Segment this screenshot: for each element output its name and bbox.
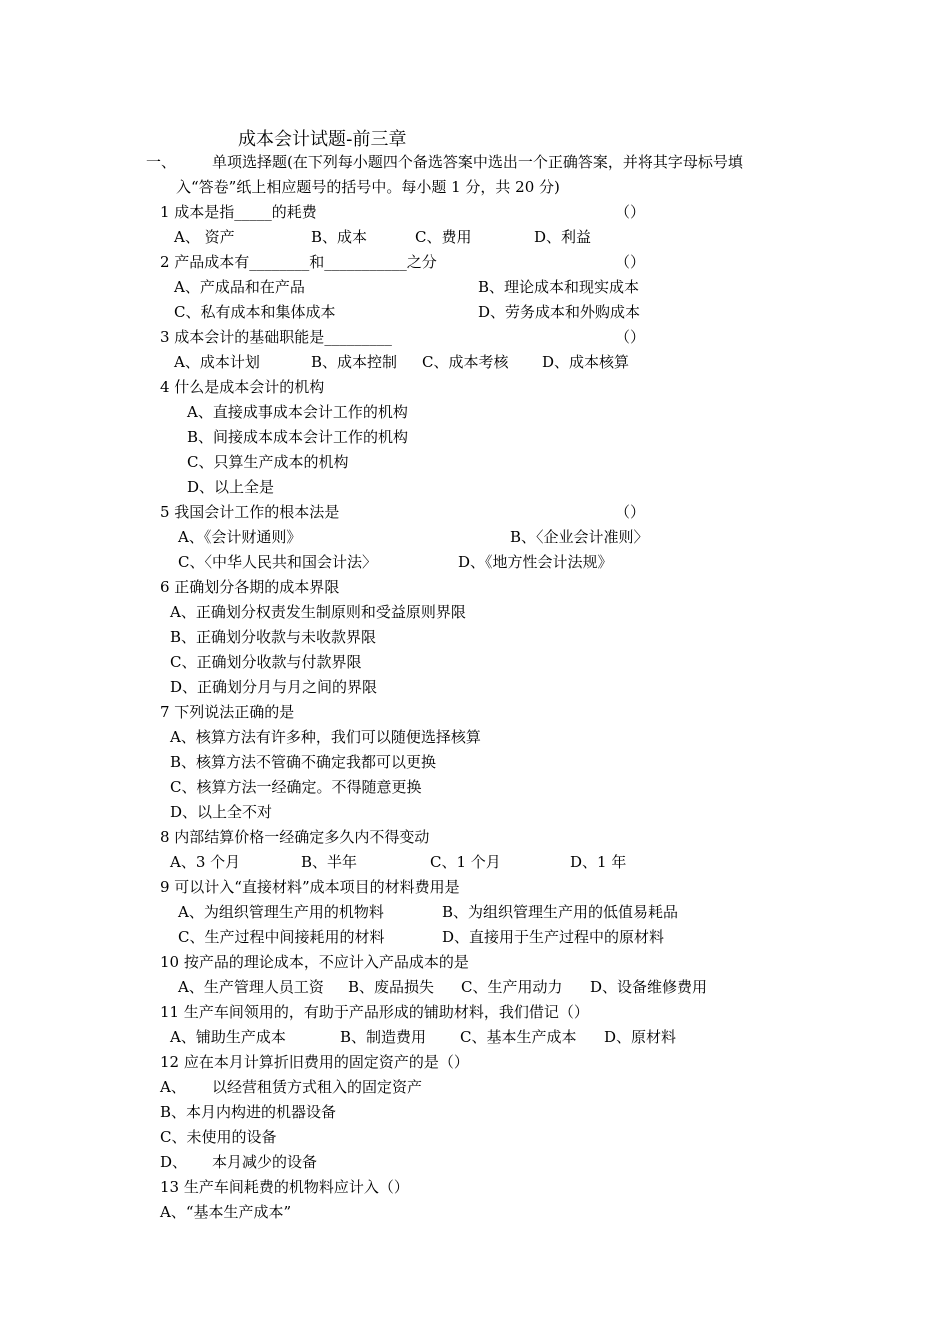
option-a: A、正确划分权责发生制原则和受益原则界限 — [170, 603, 466, 621]
option-d: D、利益 — [534, 228, 592, 246]
option-a: A、成本计划 — [174, 353, 260, 371]
option-a: A、核算方法有许多种，我们可以随便选择核算 — [170, 728, 481, 746]
option-d: D、设备维修费用 — [590, 978, 708, 996]
option-b: B、本月内构进的机器设备 — [160, 1103, 337, 1121]
option-c: C、基本生产成本 — [460, 1028, 577, 1046]
option-c: C、费用 — [415, 228, 472, 246]
answer-bracket: （） — [615, 203, 646, 221]
question-stem: 12 应在本月计算折旧费用的固定资产的是（） — [160, 1053, 469, 1071]
option-d: D、以上全不对 — [170, 803, 273, 821]
option-d: D、成本核算 — [542, 353, 630, 371]
section-heading-continued: 入“答卷”纸上相应题号的括号中。每小题 1 分，共 20 分) — [176, 178, 560, 196]
option-a: A、直接成事成本会计工作的机构 — [187, 403, 408, 421]
question-stem: 11 生产车间领用的，有助于产品形成的铺助材料，我们借记（） — [160, 1003, 589, 1021]
option-a: A、 资产 — [174, 228, 235, 246]
option-d-label: D、 — [160, 1153, 188, 1171]
option-d: D、以上全是 — [187, 478, 275, 496]
option-c: C、生产过程中间接耗用的材料 — [178, 928, 385, 946]
option-a: A、产成品和在产品 — [174, 278, 305, 296]
option-c: C、私有成本和集体成本 — [174, 303, 336, 321]
question-stem: 8 内部结算价格一经确定多久内不得变动 — [160, 828, 430, 846]
question-stem: 13 生产车间耗费的机物料应计入（） — [160, 1178, 409, 1196]
option-c: C、1 个月 — [430, 853, 501, 871]
option-a: A、“基本生产成本” — [160, 1203, 292, 1221]
option-b: B、理论成本和现实成本 — [478, 278, 640, 296]
option-b: B、制造费用 — [340, 1028, 427, 1046]
question-stem: 2 产品成本有________和___________之分 — [160, 253, 437, 271]
option-b: B、间接成本成本会计工作的机构 — [187, 428, 409, 446]
question-stem: 6 正确划分各期的成本界限 — [160, 578, 340, 596]
option-d: D、1 年 — [570, 853, 627, 871]
option-a: A、铺助生产成本 — [170, 1028, 286, 1046]
option-b: B、为组织管理生产用的低值易耗品 — [442, 903, 679, 921]
option-d: D、《地方性会计法规》 — [458, 553, 613, 571]
option-d: D、正确划分月与月之间的界限 — [170, 678, 378, 696]
question-stem: 5 我国会计工作的根本法是 — [160, 503, 340, 521]
option-a-label: A、 — [160, 1078, 186, 1096]
option-c: C、成本考核 — [422, 353, 509, 371]
answer-bracket: （） — [615, 253, 646, 271]
option-a: A、《会计财通则》 — [178, 528, 302, 546]
option-c: C、只算生产成本的机构 — [187, 453, 349, 471]
option-c: C、未使用的设备 — [160, 1128, 277, 1146]
option-b: B、核算方法不管确不确定我都可以更换 — [170, 753, 437, 771]
question-stem: 10 按产品的理论成本，不应计入产品成本的是 — [160, 953, 469, 971]
option-c: C、正确划分收款与付款界限 — [170, 653, 362, 671]
option-d: D、直接用于生产过程中的原材料 — [442, 928, 665, 946]
option-a: A、为组织管理生产用的机物料 — [178, 903, 384, 921]
question-stem: 3 成本会计的基础职能是_________ — [160, 328, 392, 346]
option-d-text: 本月减少的设备 — [212, 1153, 318, 1171]
option-c: C、〈中华人民共和国会计法〉 — [178, 553, 377, 571]
option-a-text: 以经营租赁方式租入的固定资产 — [212, 1078, 423, 1096]
option-a: A、生产管理人员工资 — [178, 978, 324, 996]
option-d: D、劳务成本和外购成本 — [478, 303, 641, 321]
answer-bracket: （） — [615, 328, 646, 346]
section-number: 一、 — [146, 153, 177, 171]
answer-bracket: （） — [615, 503, 646, 521]
section-heading: 单项选择题(在下列每小题四个备选答案中选出一个正确答案，并将其字母标号填 — [212, 153, 743, 171]
question-stem: 7 下列说法正确的是 — [160, 703, 295, 721]
option-b: B、废品损失 — [348, 978, 435, 996]
option-b: B、成本控制 — [311, 353, 398, 371]
document-title: 成本会计试题-前三章 — [238, 129, 407, 150]
option-b: B、成本 — [311, 228, 368, 246]
question-stem: 9 可以计入“直接材料”成本项目的材料费用是 — [160, 878, 460, 896]
option-c: C、生产用动力 — [461, 978, 563, 996]
option-b: B、正确划分收款与未收款界限 — [170, 628, 377, 646]
option-b: B、〈企业会计准则〉 — [510, 528, 649, 546]
question-stem: 1 成本是指_____的耗费 — [160, 203, 317, 221]
option-d: D、原材料 — [604, 1028, 677, 1046]
option-a: A、3 个月 — [170, 853, 241, 871]
option-b: B、半年 — [301, 853, 358, 871]
option-c: C、核算方法一经确定。不得随意更换 — [170, 778, 422, 796]
question-stem: 4 什么是成本会计的机构 — [160, 378, 325, 396]
